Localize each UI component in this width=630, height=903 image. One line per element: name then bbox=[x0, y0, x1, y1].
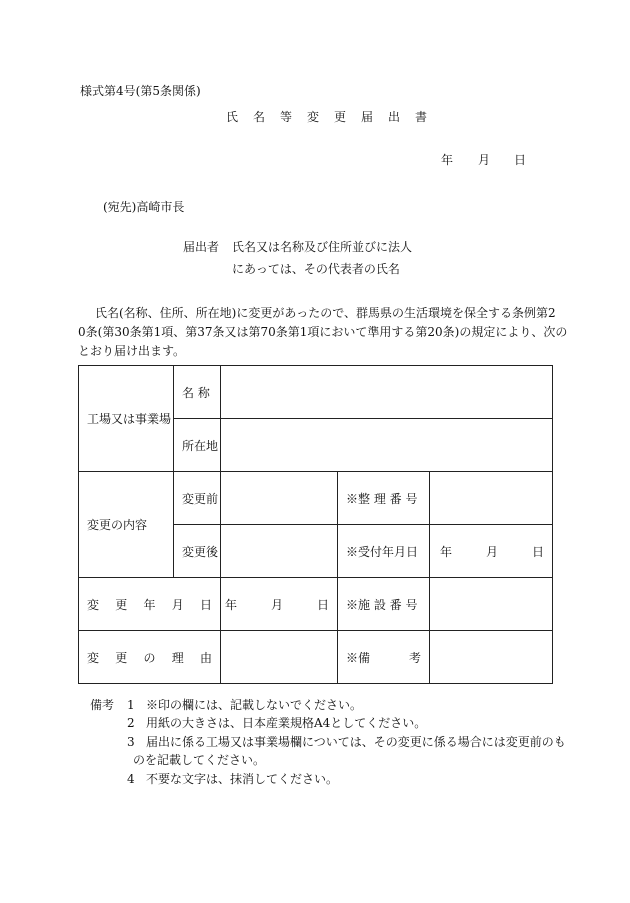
notes-heading: 備考 bbox=[90, 698, 115, 712]
change-date-field[interactable] bbox=[221, 578, 338, 631]
facility-number-label: ※施 設 番 号 bbox=[338, 578, 430, 631]
filer-instruction-line1: 氏名又は名称及び住所並びに法人 bbox=[232, 240, 413, 254]
filer-label: 届出者 bbox=[183, 240, 220, 254]
note-item: 用紙の大きさは、日本産業規格A4としてください。 bbox=[146, 716, 427, 730]
after-field[interactable] bbox=[221, 525, 338, 578]
name-label: 名 称 bbox=[174, 366, 221, 419]
addressee: (宛先)高崎市長 bbox=[103, 200, 185, 214]
facility-number-field[interactable] bbox=[430, 578, 553, 631]
receipt-date-year: 年 bbox=[439, 544, 452, 559]
receipt-date-month: 月 bbox=[485, 544, 498, 559]
reason-label-char: の bbox=[143, 650, 156, 665]
before-field[interactable] bbox=[221, 472, 338, 525]
form-number: 様式第4号(第5条関係) bbox=[80, 84, 201, 98]
remarks-label-part: 考 bbox=[408, 650, 421, 665]
remarks-field[interactable] bbox=[430, 631, 553, 684]
change-date-label bbox=[79, 578, 221, 631]
reason-label bbox=[79, 631, 221, 684]
change-date-day: 日 bbox=[316, 597, 329, 612]
receipt-date-day: 日 bbox=[532, 544, 545, 559]
note-number: 1 bbox=[127, 698, 135, 712]
note-item-continued: のを記載してください。 bbox=[133, 753, 266, 767]
ref-number-label: ※整 理 番 号 bbox=[338, 472, 430, 525]
date-year-label: 年 bbox=[441, 153, 454, 167]
factory-label: 工場又は事業場 bbox=[79, 366, 174, 472]
main-form-table bbox=[78, 365, 553, 684]
note-item: 不要な文字は、抹消してください。 bbox=[146, 772, 339, 786]
remarks-label-part: ※備 bbox=[346, 650, 371, 665]
name-field[interactable] bbox=[221, 366, 553, 419]
reason-label-char: 由 bbox=[199, 650, 212, 665]
reason-label-char: 理 bbox=[171, 650, 184, 665]
reason-label-char: 更 bbox=[115, 650, 128, 665]
ref-number-field[interactable] bbox=[430, 472, 553, 525]
change-date-month: 月 bbox=[270, 597, 283, 612]
body-text-line3: とおり届け出ます。 bbox=[78, 344, 186, 358]
note-number: 3 bbox=[127, 735, 135, 749]
change-date-year: 年 bbox=[224, 597, 237, 612]
location-label: 所在地 bbox=[174, 419, 221, 472]
date-day-label: 日 bbox=[514, 153, 527, 167]
body-text-line2: 0条(第30条第1項、第37条又は第70条第1項において準用する第20条)の規定により、次の bbox=[78, 325, 568, 339]
location-field[interactable] bbox=[221, 419, 553, 472]
change-date-label-char: 日 bbox=[199, 597, 212, 612]
reason-field[interactable] bbox=[221, 631, 338, 684]
note-item: ※印の欄には、記載しないでください。 bbox=[146, 698, 363, 712]
date-month-label: 月 bbox=[478, 153, 491, 167]
change-date-label-char: 変 bbox=[87, 597, 100, 612]
receipt-date-field[interactable] bbox=[430, 525, 553, 578]
remarks-label bbox=[338, 631, 430, 684]
note-number: 4 bbox=[127, 772, 135, 786]
reason-label-char: 変 bbox=[87, 650, 100, 665]
note-number: 2 bbox=[127, 716, 135, 730]
change-date-label-char: 月 bbox=[171, 597, 184, 612]
change-content-label: 変更の内容 bbox=[79, 472, 174, 578]
change-date-label-char: 年 bbox=[143, 597, 156, 612]
document-title: 氏名等変更届出書 bbox=[226, 110, 443, 124]
before-label: 変更前 bbox=[174, 472, 221, 525]
note-item: 届出に係る工場又は事業場欄については、その変更に係る場合には変更前のも bbox=[146, 735, 566, 749]
filer-instruction-line2: にあっては、その代表者の氏名 bbox=[232, 262, 400, 276]
change-date-label-char: 更 bbox=[115, 597, 128, 612]
receipt-date-label: ※受付年月日 bbox=[338, 525, 430, 578]
body-text-line1: 氏名(名称、住所、所在地)に変更があったので、群馬県の生活環境を保全する条例第2 bbox=[95, 306, 556, 320]
after-label: 変更後 bbox=[174, 525, 221, 578]
